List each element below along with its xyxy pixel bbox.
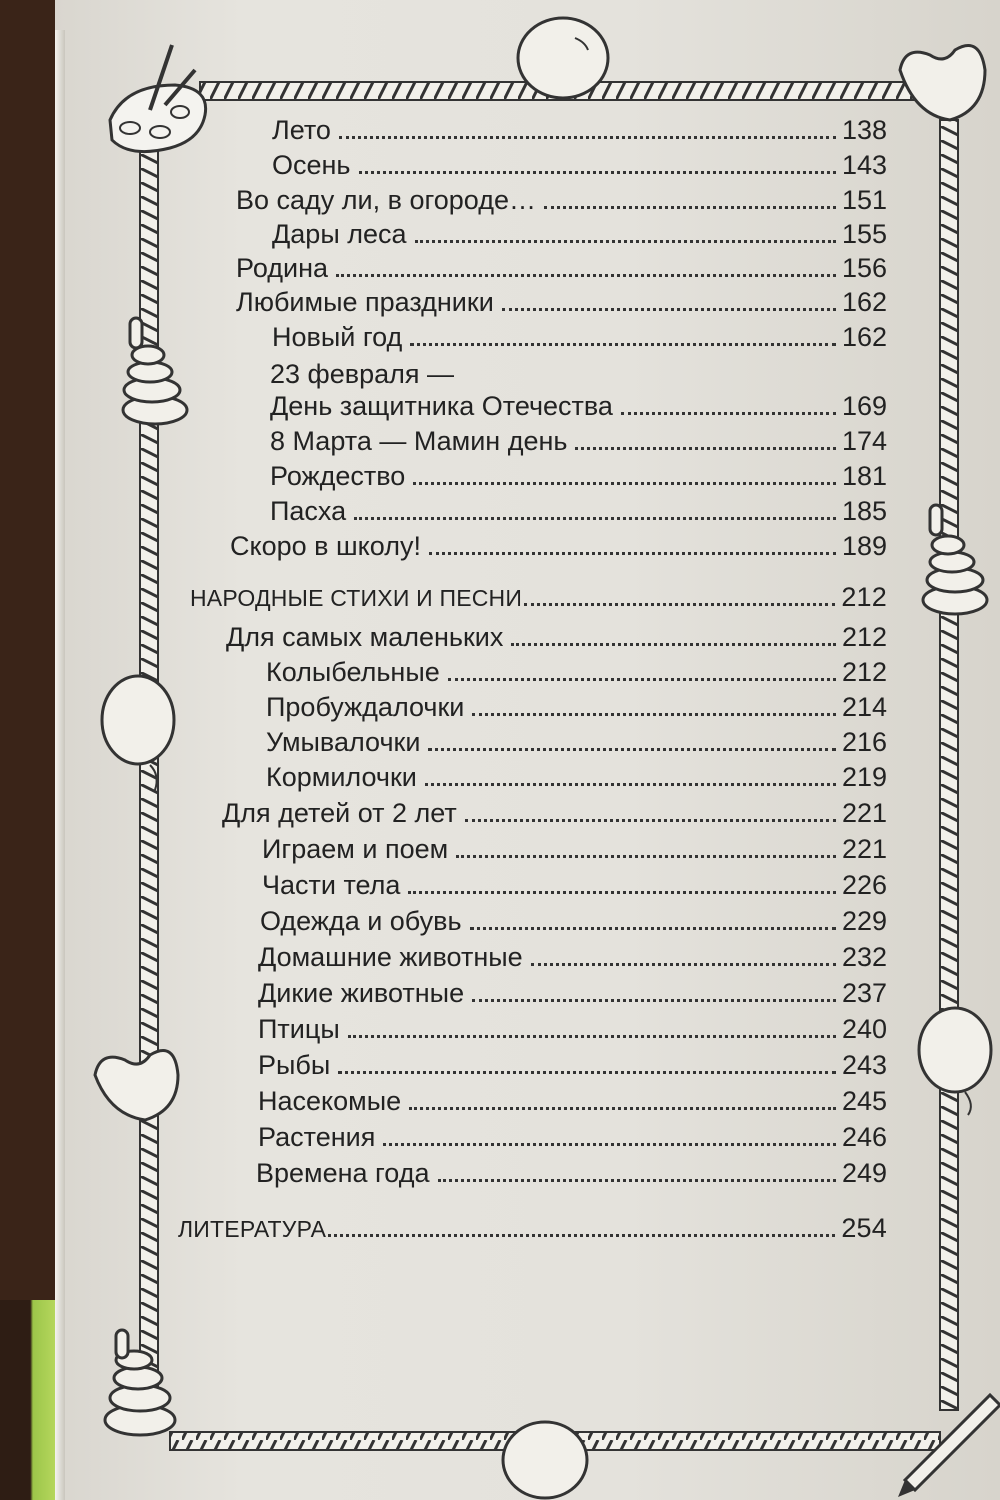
toc-entry: Части тела 226 [262,870,887,900]
toc-entry-line: 23 февраля — [270,359,455,389]
toc-entry: Птицы 240 [258,1014,887,1044]
toc-entry: День защитника Отечества 169 [270,391,887,421]
toc-entry: Скоро в школу! 189 [230,531,887,561]
toc-entry: Лето 138 [272,115,887,145]
toc-entry: Умывалочки 216 [266,727,887,757]
toc-entry: Пробуждалочки 214 [266,692,887,722]
toc-entry: Домашние животные 232 [258,942,887,972]
toc-entry: Родина 156 [236,253,887,283]
toc-entry: Рыбы 243 [258,1050,887,1080]
toc-entry: Насекомые 245 [258,1086,887,1116]
toc-entry: Кормилочки 219 [266,762,887,792]
toc-entry: Колыбельные 212 [266,657,887,687]
toc-entry: Пасха 185 [270,496,887,526]
toc-entry: Дары леса 155 [272,219,887,249]
toc-entry: Растения 246 [258,1122,887,1152]
toc-entry: Новый год 162 [272,322,887,352]
toc-entry: 8 Марта — Мамин день 174 [270,426,887,456]
toc-entry: Любимые праздники 162 [236,287,887,317]
toc-section: ЛИТЕРАТУРА 254 [178,1213,887,1243]
toc-entry: Во саду ли, в огороде… 151 [236,185,887,215]
toc-entry: Дикие животные 237 [258,978,887,1008]
toc-entry: Времена года 249 [256,1158,887,1188]
toc-entry: Играем и поем 221 [262,834,887,864]
toc-section: НАРОДНЫЕ СТИХИ И ПЕСНИ 212 [190,582,887,612]
toc-entry: Для самых маленьких 212 [226,622,887,652]
toc-entry: Осень 143 [272,150,887,180]
toc-entry: Одежда и обувь 229 [260,906,887,936]
toc-entry: Для детей от 2 лет 221 [222,798,887,828]
toc-entry: Рождество 181 [270,461,887,491]
